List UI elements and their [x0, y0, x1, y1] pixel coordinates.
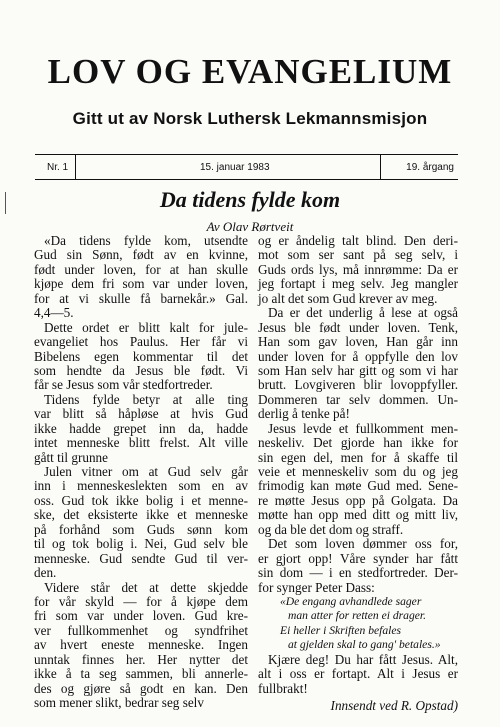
article-line: var blitt så håpløse at hvis Gud [34, 406, 248, 422]
article-line: Gud sin Sønn, født av en kvinne, [34, 247, 248, 263]
article-line: alt i oss er fortapt. Alt i Jesus er [258, 666, 458, 682]
article-line: unntak finnes her. Her nytter det [34, 651, 248, 667]
poem-line: Ei heller i Skriften befales [280, 623, 402, 637]
article-line: 4,4—5. [34, 305, 74, 321]
article-line: oss. Gud tok ikke bolig i et menne- [34, 492, 248, 508]
article-line: Guds ords lys, må innrømme: Da er [258, 261, 458, 277]
article-line: Tidens fylde betyr at alle ting [44, 391, 248, 407]
article-line: får se Jesus som vår stedfortreder. [34, 377, 213, 393]
issue-bar-divider [380, 155, 381, 179]
article-line: Dommeren tar selv dommen. Un- [258, 391, 458, 407]
article-line: av hvert eneste menneske. Ingen [34, 637, 248, 653]
article-line: gått til grunne [34, 449, 108, 465]
article-line: for vår skyld — for å kjøpe dem [34, 593, 248, 609]
issue-date: 15. januar 1983 [200, 162, 270, 173]
article-line: som Han selv har gitt og som vi har [258, 362, 458, 378]
article-line: møtte han opp med ditt og mitt liv, [258, 507, 458, 523]
article-signature: Innsendt ved R. Opstad) [330, 698, 458, 713]
article-line: re møtte Jesus opp på Golgata. Da [258, 492, 458, 508]
article-line: den. [34, 565, 57, 581]
article-line: jeg fortapt i meg selv. Jeg mangler [258, 276, 458, 292]
article-line: Kjære deg! Du har fått Jesus. Alt, [268, 651, 458, 667]
article-line: Det som loven dømmer oss for, [268, 536, 458, 552]
article-line: Julen vitner om at Gud selv går [44, 464, 248, 479]
article-line: «Da tidens fylde kom, utsendte [44, 233, 248, 248]
article-byline: Av Olav Rørtveit [206, 219, 294, 234]
article-line: fri som var under loven. Gud kre- [34, 608, 248, 624]
article-line: veie et menneskeliv som du og jeg [258, 464, 458, 479]
article-line: ikke hadde grepet inn da, hadde [34, 420, 248, 436]
poem-line: man atter for retten ei drager. [288, 609, 427, 623]
article-line: sin dom — i en stedfortreder. Der- [258, 565, 458, 581]
poem-quote [258, 595, 458, 653]
article-line: evangeliet hos Paulus. Her får vi [34, 334, 248, 350]
article-line: ver fullkommenhet og syndfrihet [34, 622, 248, 638]
article-line: under loven for å oppfylle den lov [258, 348, 458, 364]
article-line: brutt. Lovgiveren blir lovoppfyller. [258, 377, 458, 393]
poem-line: at gjelden skal to gang' betales.» [288, 638, 441, 652]
issue-volume: 19. årgang [406, 162, 454, 173]
article-line: på forhånd som Guds sønn kom [34, 521, 248, 537]
article-line: des og gjøre så godt en kan. Den [34, 680, 248, 696]
article-line: Dette ordet er blitt kalt for jule- [44, 319, 248, 335]
article-line: neskeliv. Det gjorde han ikke for [258, 435, 458, 451]
article-line: mot som ser sant på seg selv, i [258, 247, 458, 263]
article-line: for at vi skulle få barnekår.» Gal. [34, 290, 248, 306]
article-line: Han som gav loven, Han går inn [258, 334, 458, 350]
issue-bar [35, 154, 458, 180]
article-line: frimodig kan møte Gud med. Sene- [258, 478, 458, 494]
issue-number: Nr. 1 [47, 162, 69, 173]
article-title: Da tidens fylde kom [159, 187, 341, 212]
article-line: til og tok bolig i. Nei, Gud selv ble [34, 536, 248, 552]
article-column-right [258, 234, 458, 713]
masthead-subtitle: Gitt ut av Norsk Luthersk Lekmannsmisjon [72, 109, 428, 128]
article-line: ikke å ta seg sammen, bli annerle- [34, 666, 248, 682]
article-line: ske, det eksisterte ikke et menneske [34, 507, 248, 523]
issue-bar-divider [75, 155, 76, 179]
article-line: er gjort opp! Våre synder har fått [258, 550, 458, 566]
article-line: inn i menneskeslekten som en av [34, 478, 248, 494]
article-line: derlig å tenke på! [258, 406, 350, 422]
article-line: kjøpe dem fri som var under loven, [34, 276, 248, 292]
article-line: født under loven, for at han skulle [34, 261, 248, 277]
article-line: og er åndelig talt blind. Den deri- [258, 233, 458, 248]
article-line: Da er det underlig å lese at også [268, 305, 458, 321]
article-line: og da ble det dom og straff. [258, 521, 404, 537]
article-line: jo alt det som Gud krever av meg. [258, 290, 438, 306]
masthead-title: LOV OG EVANGELIUM [47, 52, 453, 91]
article-line: Videre står det at dette skjedde [44, 579, 248, 595]
article-line: fullbrakt! [258, 680, 308, 696]
article-line: Bibelens egen kommentar til det [34, 348, 248, 364]
article-line: menneske. Gud sendte Gud til ver- [34, 550, 248, 566]
article-column-left [34, 234, 248, 710]
article-line: Jesus levde et fullkomment men- [268, 420, 458, 436]
article-line: for synger Peter Dass: [258, 579, 375, 595]
article-line: som mener slikt, bedrar seg selv [34, 695, 204, 710]
poem-line: «De engang avhandlede sager [280, 594, 422, 608]
article-line: som hendte da Jesus ble født. Vi [34, 362, 248, 378]
article-line: sin egen del, men for å skaffe til [258, 449, 458, 465]
article-line: Jesus ble født under loven. Tenk, [258, 319, 458, 335]
article-line: intet menneske blitt frelst. Alt ville [34, 435, 248, 451]
